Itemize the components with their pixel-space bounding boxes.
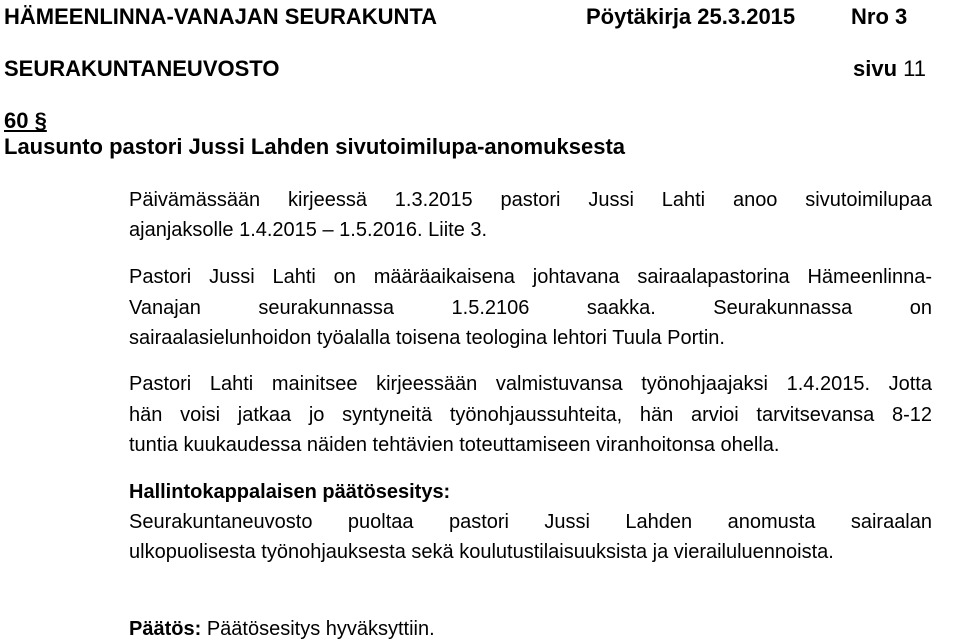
proposal-heading: Hallintokappalaisen päätösesitys: — [129, 481, 451, 503]
page-number: 11 — [903, 56, 926, 81]
paragraph-3-line-3: tuntia kuukaudessa näiden tehtävien toteuttamiseen viranhoitonsa ohella. — [129, 434, 780, 456]
document-title: Pöytäkirja 25.3.2015 — [586, 4, 796, 29]
proposal-line-2: ulkopuolisesta työnohjauksesta sekä koulutustilaisuuksista ja vierailuluennoista. — [129, 541, 834, 563]
paragraph-2-line-3: sairaalasielunhoidon työalalla toisena teologina lehtori Tuula Portin. — [129, 327, 725, 349]
document-number: Nro 3 — [851, 4, 908, 29]
section-title: Lausunto pastori Jussi Lahden sivutoimilupa-anomuksesta — [4, 134, 626, 159]
organization-name: HÄMEENLINNA-VANAJAN SEURAKUNTA — [4, 4, 438, 29]
body-name: SEURAKUNTANEUVOSTO — [4, 56, 280, 81]
paragraph-1-line-1: Päivämässään kirjeessä 1.3.2015 pastori Jussi Lahti anoo sivutoimilupaa — [129, 189, 932, 211]
page-label: sivu — [853, 56, 898, 81]
decision — [129, 614, 435, 644]
paragraph-3-line-2: hän voisi jatkaa jo syntyneitä työnohjaussuhteita, hän arvioi tarvitsevansa 8-12 — [129, 404, 932, 426]
paragraph-2-line-2: Vanajan seurakunnassa 1.5.2106 saakka. Seurakunnassa on — [129, 297, 932, 319]
paragraph-1-line-2: ajanjaksolle 1.4.2015 – 1.5.2016. Liite 3. — [129, 219, 488, 241]
decision-text: Päätösesitys hyväksyttiin. — [206, 618, 435, 640]
page-indicator — [853, 56, 926, 82]
decision-label: Päätös: — [129, 618, 202, 640]
paragraph-3-line-1: Pastori Lahti mainitsee kirjeessään valmistuvansa työnohjaajaksi 1.4.2015. Jotta — [129, 373, 932, 395]
section-number: 60 § — [4, 108, 47, 133]
paragraph-2-line-1: Pastori Jussi Lahti on määräaikaisena johtavana sairaalapastorina Hämeenlinna- — [129, 266, 932, 288]
proposal-line-1: Seurakuntaneuvosto puoltaa pastori Jussi Lahden anomusta sairaalan — [129, 511, 932, 533]
